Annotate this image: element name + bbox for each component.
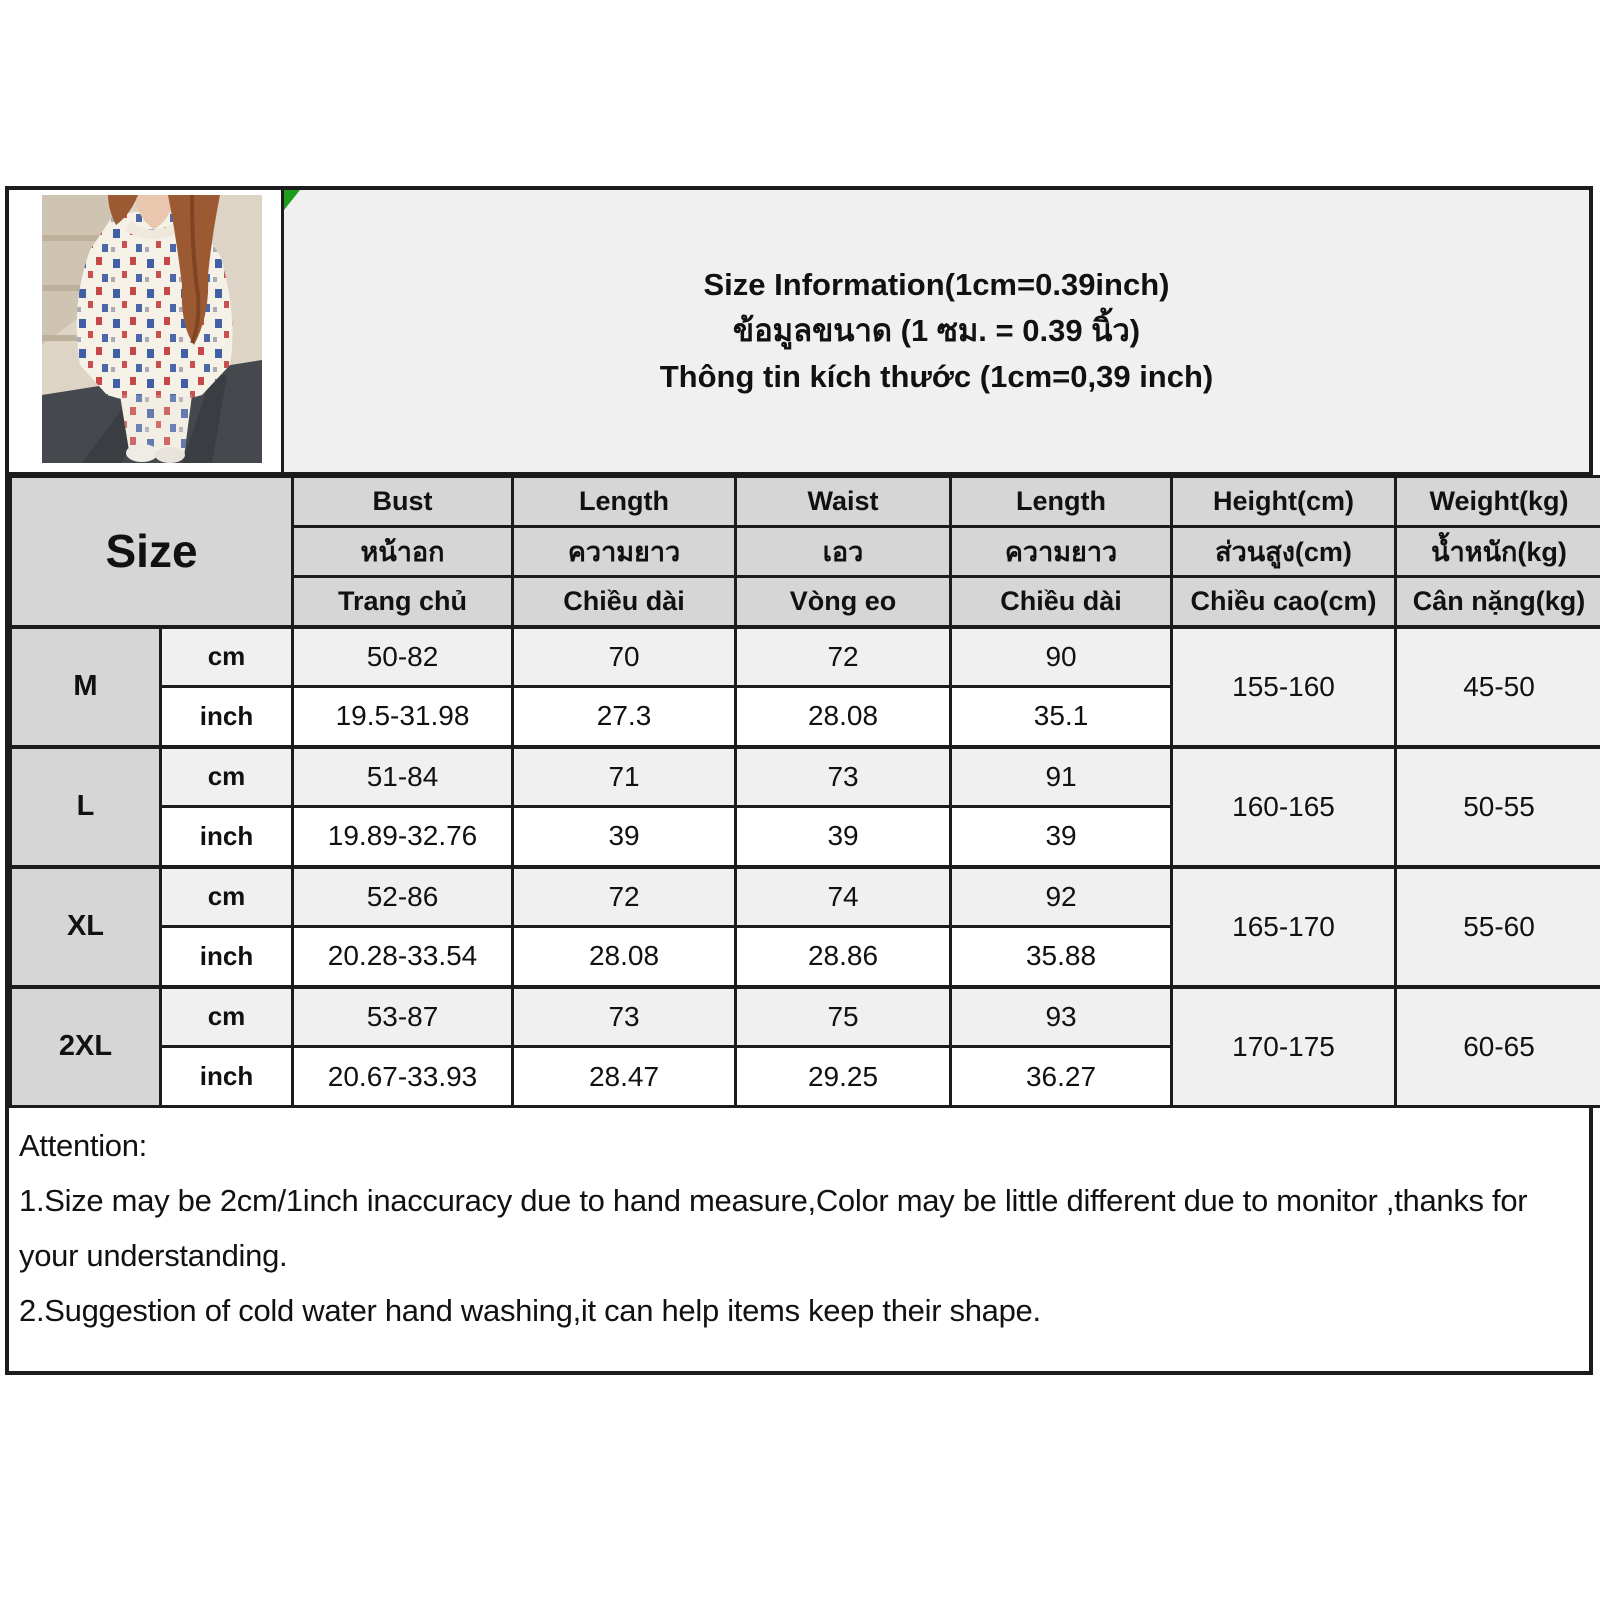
col-header-th-bust: หน้าอก <box>293 527 513 577</box>
col-header-vi-length2: Chiều dài <box>951 577 1172 627</box>
l-cm-bust: 51-84 <box>293 747 513 807</box>
col-header-en-waist: Waist <box>736 477 951 527</box>
unit-cm: cm <box>161 987 293 1047</box>
l-inch-length: 39 <box>513 807 736 867</box>
top-section <box>9 190 1589 475</box>
col-header-en-length: Length <box>513 477 736 527</box>
l-inch-length2: 39 <box>951 807 1172 867</box>
m-cm-length: 70 <box>513 627 736 687</box>
unit-inch: inch <box>161 927 293 987</box>
col-header-vi-bust: Trang chủ <box>293 577 513 627</box>
size-chart-sheet <box>5 186 1593 1375</box>
xl-height: 165-170 <box>1172 867 1396 987</box>
m-cm-length2: 90 <box>951 627 1172 687</box>
product-photo-cell <box>9 190 284 472</box>
attention-note-1: 1.Size may be 2cm/1inch inaccuracy due to hand measure,Color may be little different due to monitor ,thanks for your understanding. <box>19 1183 1528 1273</box>
product-photo <box>42 195 262 463</box>
l-cm-length: 71 <box>513 747 736 807</box>
m-inch-bust: 19.5-31.98 <box>293 687 513 747</box>
xl-inch-bust: 20.28-33.54 <box>293 927 513 987</box>
2xl-cm-bust: 53-87 <box>293 987 513 1047</box>
col-header-vi-waist: Vòng eo <box>736 577 951 627</box>
size-label-l: L <box>11 747 161 867</box>
col-header-th-length: ความยาว <box>513 527 736 577</box>
2xl-inch-length2: 36.27 <box>951 1047 1172 1107</box>
col-header-en-length2: Length <box>951 477 1172 527</box>
unit-cm: cm <box>161 627 293 687</box>
m-cm-waist: 72 <box>736 627 951 687</box>
xl-cm-length: 72 <box>513 867 736 927</box>
2xl-cm-length: 73 <box>513 987 736 1047</box>
col-header-vi-length: Chiều dài <box>513 577 736 627</box>
unit-cm: cm <box>161 747 293 807</box>
l-inch-waist: 39 <box>736 807 951 867</box>
m-inch-length: 27.3 <box>513 687 736 747</box>
unit-inch: inch <box>161 807 293 867</box>
unit-inch: inch <box>161 1047 293 1107</box>
2xl-cm-waist: 75 <box>736 987 951 1047</box>
col-header-th-weight: น้ำหนัก(kg) <box>1396 527 1600 577</box>
cell-flag-icon <box>284 190 300 210</box>
title-vietnamese: Thông tin kích thước (1cm=0,39 inch) <box>659 359 1214 394</box>
col-header-en-weight: Weight(kg) <box>1396 477 1600 527</box>
attention-section <box>9 1108 1589 1371</box>
2xl-inch-length: 28.47 <box>513 1047 736 1107</box>
m-height: 155-160 <box>1172 627 1396 747</box>
xl-cm-bust: 52-86 <box>293 867 513 927</box>
xl-inch-length: 28.08 <box>513 927 736 987</box>
size-label-2xl: 2XL <box>11 987 161 1107</box>
l-cm-waist: 73 <box>736 747 951 807</box>
l-weight: 50-55 <box>1396 747 1600 867</box>
unit-cm: cm <box>161 867 293 927</box>
col-header-th-length2: ความยาว <box>951 527 1172 577</box>
m-cm-bust: 50-82 <box>293 627 513 687</box>
xl-cm-waist: 74 <box>736 867 951 927</box>
l-cm-length2: 91 <box>951 747 1172 807</box>
2xl-height: 170-175 <box>1172 987 1396 1107</box>
size-corner-header: Size <box>11 477 293 627</box>
col-header-vi-weight: Cân nặng(kg) <box>1396 577 1600 627</box>
size-label-m: M <box>11 627 161 747</box>
attention-note-2: 2.Suggestion of cold water hand washing,it can help items keep their shape. <box>19 1293 1041 1328</box>
xl-weight: 55-60 <box>1396 867 1600 987</box>
2xl-weight: 60-65 <box>1396 987 1600 1107</box>
unit-inch: inch <box>161 687 293 747</box>
title-cell <box>284 190 1589 472</box>
2xl-inch-waist: 29.25 <box>736 1047 951 1107</box>
col-header-th-waist: เอว <box>736 527 951 577</box>
xl-inch-length2: 35.88 <box>951 927 1172 987</box>
2xl-cm-length2: 93 <box>951 987 1172 1047</box>
col-header-vi-height: Chiều cao(cm) <box>1172 577 1396 627</box>
l-inch-bust: 19.89-32.76 <box>293 807 513 867</box>
col-header-th-height: ส่วนสูง(cm) <box>1172 527 1396 577</box>
size-table <box>9 475 1600 1108</box>
attention-heading: Attention: <box>19 1128 147 1163</box>
l-height: 160-165 <box>1172 747 1396 867</box>
m-inch-length2: 35.1 <box>951 687 1172 747</box>
col-header-en-height: Height(cm) <box>1172 477 1396 527</box>
2xl-inch-bust: 20.67-33.93 <box>293 1047 513 1107</box>
title-thai: ข้อมูลขนาด (1 ซม. = 0.39 นิ้ว) <box>732 313 1141 348</box>
xl-inch-waist: 28.86 <box>736 927 951 987</box>
title-english: Size Information(1cm=0.39inch) <box>703 267 1170 302</box>
m-weight: 45-50 <box>1396 627 1600 747</box>
m-inch-waist: 28.08 <box>736 687 951 747</box>
xl-cm-length2: 92 <box>951 867 1172 927</box>
col-header-en-bust: Bust <box>293 477 513 527</box>
size-label-xl: XL <box>11 867 161 987</box>
